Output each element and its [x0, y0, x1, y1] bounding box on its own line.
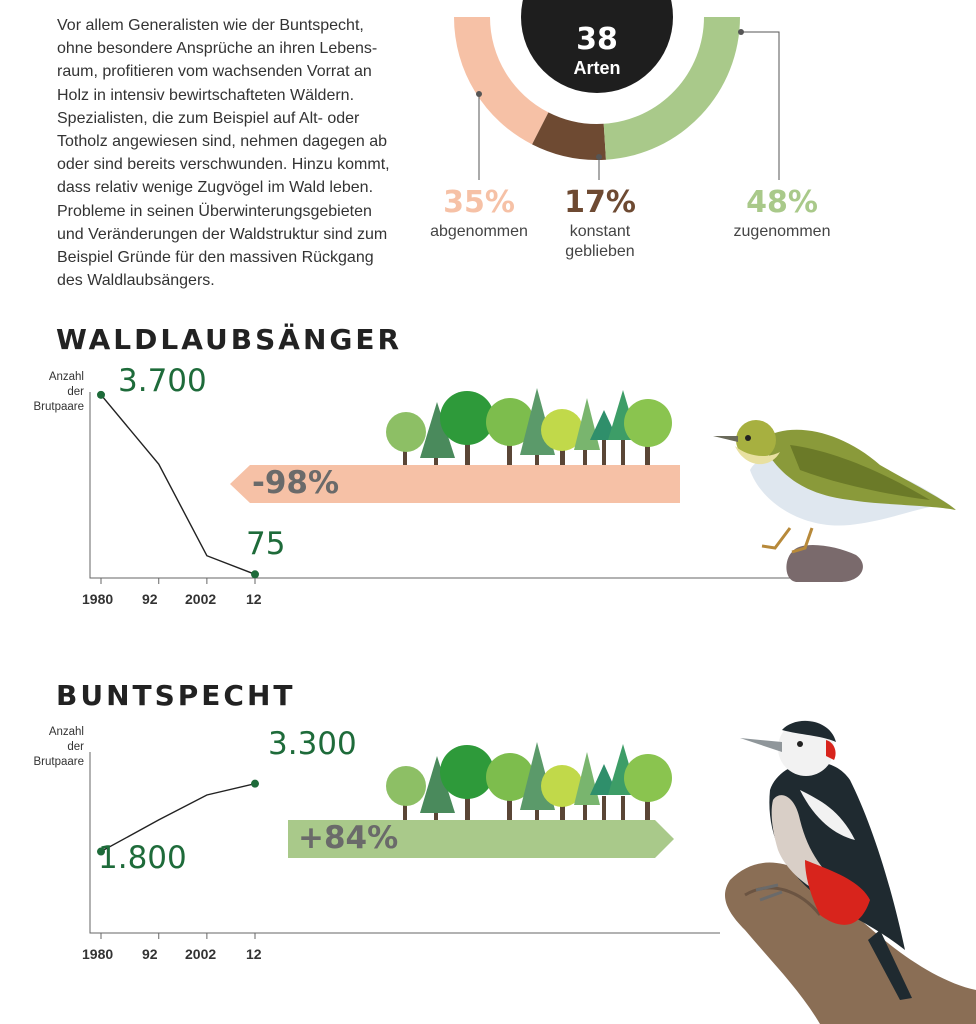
buntspecht-tick-marks [101, 933, 255, 939]
leader-dot-decrease [476, 91, 482, 97]
buntspecht-xtick-92: 92 [142, 946, 158, 962]
waldlaubsaenger-tick-marks [101, 578, 255, 584]
woodpecker-illustration [725, 720, 976, 1024]
leader-dot-constant [596, 154, 602, 160]
waldlaubsaenger-title: WALDLAUBSÄNGER [56, 323, 403, 356]
donut-center-number: 38 [576, 22, 618, 57]
buntspecht-title: BUNTSPECHT [56, 679, 296, 712]
waldlaubsaenger-ylabel: Anzahl der Brutpaare [33, 371, 84, 413]
label-increase: zugenommen [733, 223, 831, 240]
forest-illustration-1 [386, 388, 672, 465]
buntspecht-end-value: 3.300 [268, 726, 357, 762]
waldlaubsaenger-change: -98% [252, 465, 340, 501]
buntspecht-ylabel: Anzahl der Brutpaare [33, 726, 84, 768]
end-point [251, 570, 259, 578]
buntspecht-change: +84% [298, 820, 399, 856]
waldlaubsaenger-xtick-92: 92 [142, 591, 158, 607]
buntspecht-start-value: 1.800 [98, 840, 187, 876]
label-constant: konstant geblieben [565, 223, 635, 260]
waldlaubsaenger-end-value: 75 [246, 526, 286, 562]
wood-warbler-illustration [713, 420, 956, 582]
intro-paragraph: Vor allem Generalisten wie der Buntspecht, ohne besondere Ansprüche an ihren Lebens- raum, profitieren vom wachsenden Vorrat an Holz in intensiv bewirtschafteten Wäldern. Spezialisten, die zum Beispiel auf Alt- oder Totholz angewiesen sind, nehmen dagegen ab oder sind bereits verschwunden. Hinzu kommt, dass relativ wenige Zugvögel im Wald leben. Probleme in seinen Überwinterungsgebieten und Veränderungen der Waldstruktur sind zum Beispiel Gründe für den massiven Rückgang des Waldlaubsängers. [57, 17, 390, 290]
label-decrease: abgenommen [430, 223, 528, 240]
buntspecht-xtick-12: 12 [246, 946, 262, 962]
forest-illustration-2 [386, 742, 672, 820]
waldlaubsaenger-xtick-1980: 1980 [82, 591, 114, 607]
pct-constant: 17% [564, 185, 636, 220]
leader-line-increase [741, 32, 779, 180]
waldlaubsaenger-xtick-12: 12 [246, 591, 262, 607]
leader-dot-increase [738, 29, 744, 35]
pct-decrease: 35% [443, 185, 515, 220]
buntspecht-xtick-2002: 2002 [185, 946, 217, 962]
end-point [251, 780, 259, 788]
start-point [97, 391, 105, 399]
buntspecht-xtick-1980: 1980 [82, 946, 114, 962]
waldlaubsaenger-start-value: 3.700 [118, 363, 207, 399]
donut-center-label: Arten [573, 58, 621, 78]
pct-increase: 48% [746, 185, 818, 220]
waldlaubsaenger-xtick-2002: 2002 [185, 591, 217, 607]
